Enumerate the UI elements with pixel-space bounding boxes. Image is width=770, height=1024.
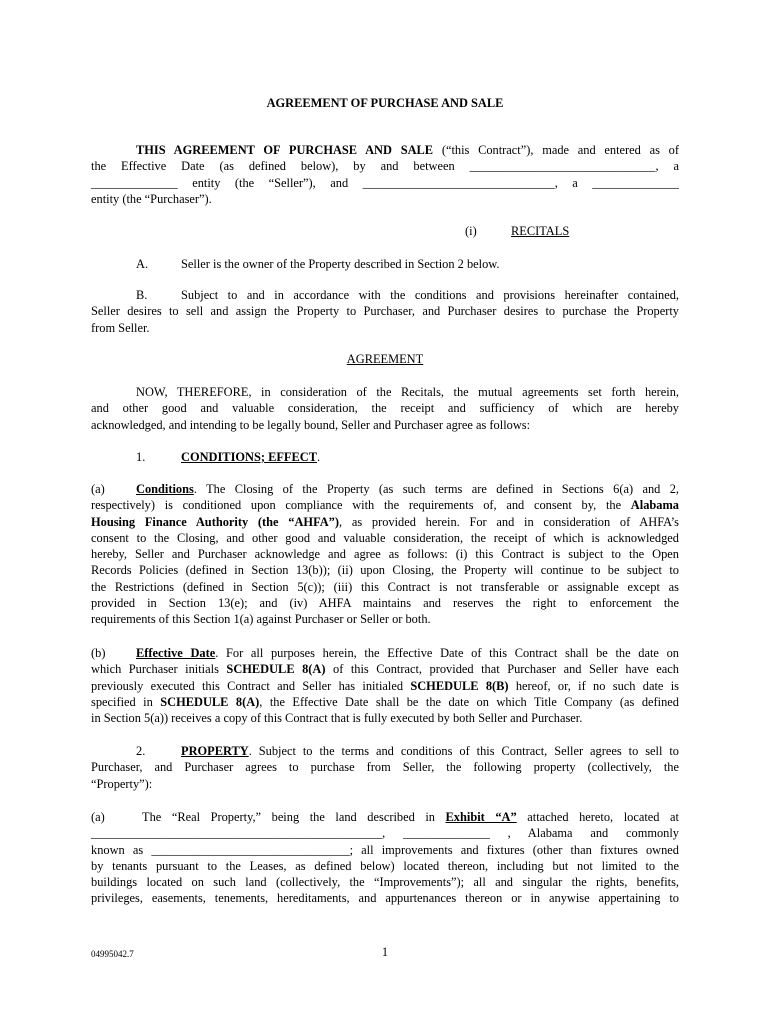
document-number: 04995042.7 (91, 949, 134, 959)
section2a-paragraph: (a) The “Real Property,” being the land described in Exhibit “A” attached hereto, located at _______________________________________________, ______________ , Alabama and commonly known as ________________________________; all improvements and fixtures (other than fixtures owned by tenants pursuant to the Leases, as defined below) located thereon, including but not limited to the buildings located on such land (collectively, the “Improvements”); all and singular the rights, benefits, privileges, easements, tenements, hereditaments, and appurtenances thereon or in anywise appertaining to (91, 810, 679, 906)
recital-b-line3: from Seller. (91, 320, 150, 335)
now-therefore-line2: and other good and valuable consideration, the receipt and sufficiency of which are hereby (91, 401, 679, 416)
recital-b-line2: Seller desires to sell and assign the Property to Purchaser, and Purchaser desires to purchase the Property (91, 304, 679, 319)
recital-b-line1: Subject to and in accordance with the conditions and provisions hereinafter contained, (181, 288, 679, 302)
section2a-label: (a) (91, 810, 105, 824)
recital-b-label: B. (136, 288, 148, 302)
section1a-heading: Conditions (136, 482, 194, 496)
section1-title: CONDITIONS; EFFECT (181, 450, 317, 464)
page-number: 1 (381, 945, 389, 959)
recital-b (91, 287, 679, 336)
recitals-title: RECITALS (511, 224, 570, 238)
recital-a (136, 257, 500, 272)
section1b-paragraph: (b) Effective Date. For all purposes herein, the Effective Date of this Contract shall be the date on which Purchaser initials SCHEDULE 8(A) of this Contract, provided that Purchaser and Seller have each previously executed this Contract and Seller has initialed SCHEDULE 8(B) hereof, or, if no such date is specified in SCHEDULE 8(A), the Effective Date shall be the date on which Title Company (as defined in Section 5(a)) receives a copy of this Contract that is fully executed by both Seller and Purchaser. (91, 646, 679, 726)
section2-number: 2. (136, 744, 146, 758)
recitals-number: (i) (465, 224, 477, 238)
agreement-heading: AGREEMENT (346, 352, 424, 366)
section1-number: 1. (136, 450, 146, 464)
intro-lead-bold: THIS AGREEMENT OF PURCHASE AND SALE (136, 143, 434, 157)
section2-heading: PROPERTY (181, 744, 249, 758)
intro-paragraph (91, 142, 679, 207)
intro-line2: the Effective Date (as defined below), by and between ______________________________, a (91, 159, 679, 174)
recital-a-text: Seller is the owner of the Property described in Section 2 below. (181, 257, 500, 271)
intro-line3: ______________ entity (the “Seller”), and _______________________________, a ______________ (91, 175, 679, 190)
section1a-paragraph: (a) Conditions. The Closing of the Property (as such terms are defined in Sections 6(a) and 2, respectively) is conditioned upon compliance with the requirements of, and consent by, the Alabama Housing Finance Authority (the “AHFA”), as provided herein. For and in consideration of AHFA’s consent to the Closing, and other good and valuable consideration, the receipt of which is acknowledged hereby, Seller and Purchaser acknowledge and agree as follows: (i) this Contract is subject to the Open Records Policies (defined in Section 13(b)); (ii) upon Closing, the Property will continue to be subject to the Restrictions (defined in Section 5(c)); (iii) this Contract is not transferable or assignable except as provided in Section 13(e); and (iv) AHFA maintains and reserves the right to enforcement the requirements of this Section 1(a) against Purchaser or Seller or both. (91, 482, 679, 627)
section1b-label: (b) (91, 646, 106, 660)
now-therefore-line1: NOW, THEREFORE, in consideration of the Recitals, the mutual agreements set forth herein, (136, 385, 679, 399)
section1a-label: (a) (91, 482, 105, 496)
document-title: AGREEMENT OF PURCHASE AND SALE (266, 96, 504, 110)
recitals-heading (465, 224, 570, 239)
intro-line4: entity (the “Purchaser”). (91, 191, 212, 206)
section1b-heading: Effective Date (136, 646, 216, 660)
section2-paragraph: 2. PROPERTY. Subject to the terms and conditions of this Contract, Seller agrees to sell to Purchaser, and Purchaser agrees to purchase from Seller, the following property (collectively, the “Property”): (91, 744, 679, 791)
exhibit-a-reference: Exhibit “A” (445, 810, 517, 824)
now-therefore-paragraph (91, 384, 679, 433)
recital-a-label: A. (136, 257, 149, 271)
now-therefore-line3: acknowledged, and intending to be legally bound, Seller and Purchaser agree as follows: (91, 417, 531, 432)
section1-heading: 1. CONDITIONS; EFFECT. (136, 450, 321, 464)
intro-line1: (“this Contract”), made and entered as of (433, 143, 679, 157)
